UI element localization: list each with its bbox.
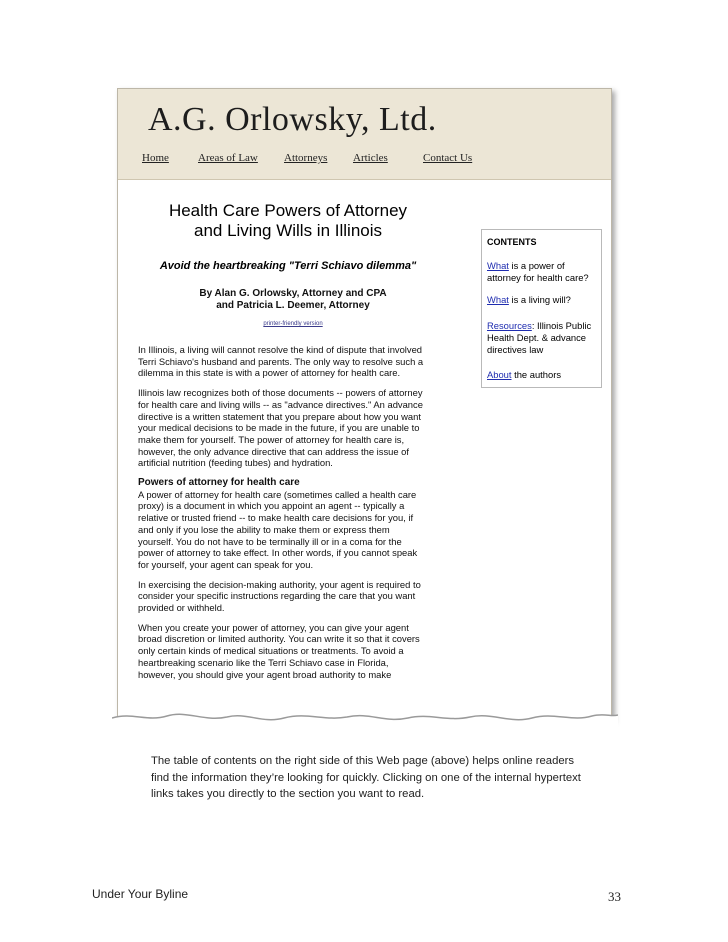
- text-line: however, the only advance directive that can address the issue of: [138, 445, 409, 457]
- footer-title: Under Your Byline: [92, 887, 189, 901]
- nav-attorneys[interactable]: Attorneys: [284, 152, 328, 164]
- firm-name: A.G. Orlowsky, Ltd.: [148, 101, 437, 138]
- torn-edge: [112, 700, 618, 740]
- text-line: In exercising the decision-making authority, your agent is required to: [138, 578, 421, 590]
- text-line: however, you should give your agent broad authority to make: [138, 668, 392, 680]
- toc-link[interactable]: What: [487, 260, 509, 271]
- toc-item-living-will: [487, 294, 599, 306]
- toc-item-text: is a power of attorney for health care?: [487, 260, 589, 283]
- toc-item-about: [487, 369, 599, 381]
- text-line: Terri Schiavo's husband and parents. The only way to resolve such a: [138, 355, 424, 367]
- paragraph: [138, 489, 444, 571]
- text-line: Illinois law recognizes both of those documents -- powers of attorney: [138, 387, 423, 399]
- nav-areas-of-law[interactable]: Areas of Law: [198, 152, 258, 164]
- text-line: make them for yourself. The power of attorney for health care is,: [138, 433, 405, 445]
- webpage-screenshot: [117, 88, 612, 720]
- text-line: relative or trusted friend -- to make health care decisions for you, if: [138, 512, 414, 524]
- text-line: artificial nutrition (feeding tubes) and hydration.: [138, 457, 333, 469]
- toc-link[interactable]: Resources: [487, 320, 532, 331]
- article-byline: [148, 288, 438, 312]
- text-line: consider your specific instructions regarding the care that you want: [138, 590, 416, 602]
- text-line: directive is a written statement that you prepare about how you want: [138, 410, 421, 422]
- nav-home[interactable]: Home: [142, 152, 169, 164]
- text-line: for yourself, your agent can speak for you.: [138, 558, 314, 570]
- table-of-contents: [481, 229, 602, 388]
- article-body: [138, 344, 444, 688]
- toc-item-text: the authors: [511, 369, 562, 380]
- paragraph: [138, 344, 444, 379]
- site-header: [118, 89, 611, 180]
- article-headline: [138, 201, 438, 241]
- figure-caption: The table of contents on the right side of this Web page (above) helps online readers find the information they’re looking for quickly. Clicking on one of the internal hypertext links takes you directly to the section you want to read.: [151, 755, 581, 800]
- text-line: When you create your power of attorney, you can give your agent: [138, 621, 409, 633]
- text-line: provided or withheld.: [138, 602, 225, 614]
- text-line: heartbreaking scenario like the Terri Schiavo case in Florida,: [138, 656, 389, 668]
- text-line: your medical decisions to be made in the future, if you are unable to: [138, 422, 420, 434]
- toc-item-text: is a living will?: [508, 294, 571, 305]
- paragraph: [138, 387, 444, 469]
- text-line: dilemma in this state is with a power of attorney for health care.: [138, 367, 401, 379]
- nav-articles[interactable]: Articles: [353, 152, 388, 164]
- nav-contact-us[interactable]: Contact Us: [423, 152, 473, 164]
- headline-line: Health Care Powers of Attorney: [168, 201, 408, 220]
- toc-item-resources: [487, 320, 599, 356]
- section-heading: Powers of attorney for health care: [138, 477, 300, 489]
- text-line: In Illinois, a living will cannot resolve the kind of dispute that involved: [138, 344, 423, 355]
- toc-title: CONTENTS: [487, 237, 537, 247]
- headline-line: and Living Wills in Illinois: [193, 221, 383, 240]
- byline-line: By Alan G. Orlowsky, Attorney and CPA: [199, 288, 387, 299]
- byline-line: and Patricia L. Deemer, Attorney: [216, 300, 370, 311]
- toc-link[interactable]: What: [487, 294, 509, 305]
- text-line: power of attorney to take effect. In other words, if you cannot speak: [138, 547, 418, 559]
- toc-item-power-of-attorney: [487, 260, 599, 284]
- text-line: A power of attorney for health care (sometimes called a health care: [138, 488, 417, 500]
- text-line: broad discretion or limited authority. You can write it so that it covers: [138, 633, 420, 645]
- text-line: only certain kinds of medical situations or treatments. To avoid a: [138, 645, 404, 657]
- text-line: yourself. You do not have to be terminally ill or in a coma for the: [138, 535, 402, 547]
- paragraph: [138, 579, 444, 614]
- text-line: for health care and living wills -- as "advance directives." An advance: [138, 398, 423, 410]
- article-subhead: Avoid the heartbreaking "Terri Schiavo dilemma": [159, 260, 417, 272]
- paragraph: [138, 622, 444, 681]
- toc-link[interactable]: About: [487, 369, 512, 380]
- text-line: and only if you lose the ability to make them or express them: [138, 523, 390, 535]
- text-line: proxy) is a document in which you appoint an agent -- typically a: [138, 500, 405, 512]
- printer-friendly-link[interactable]: printer-friendly version: [263, 321, 323, 327]
- toc-item-text: : Illinois Public Health Dept. & advance directives law: [487, 320, 592, 355]
- page-number: 33: [608, 889, 621, 904]
